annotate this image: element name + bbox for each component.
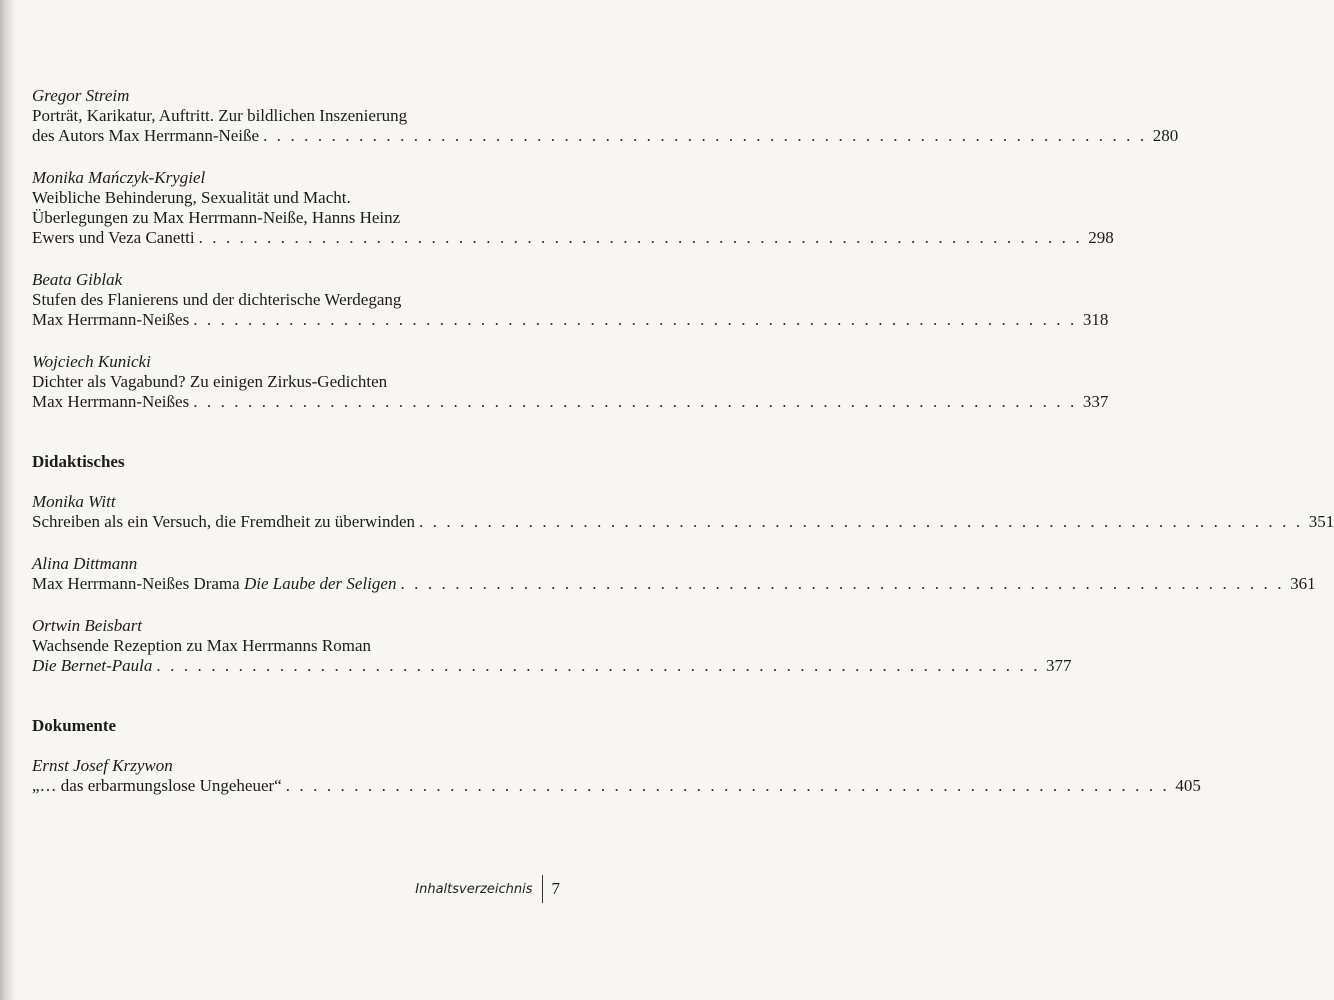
entry-title-text: Ewers und Veza Canetti bbox=[32, 228, 195, 247]
entry-title-line: Weibliche Behinderung, Sexualität und Macht. bbox=[32, 188, 351, 207]
entry-title-line: Stufen des Flanierens und der dichterische Werdegang bbox=[32, 290, 402, 309]
entry-page-number: 361 bbox=[1290, 574, 1316, 593]
entry-author: Monika Mańczyk-Krygiel bbox=[32, 168, 206, 187]
entry-title-text bbox=[32, 574, 396, 594]
entry-author: Wojciech Kunicki bbox=[32, 352, 151, 371]
entry-title-prefix: Max Herrmann-Neißes Drama bbox=[32, 574, 244, 593]
entry-title-italic-work: Die Bernet-Paula bbox=[32, 656, 153, 675]
entry-title-last-line bbox=[32, 776, 1201, 796]
toc-entry-kunicki bbox=[32, 352, 1109, 412]
entry-page-number: 351 bbox=[1308, 512, 1334, 531]
entry-title-last-line bbox=[32, 310, 1109, 330]
entry-title-text: des Autors Max Herrmann-Neiße bbox=[32, 126, 260, 145]
leader-dots: . . . . . . . . . . . . . . . . . . . . . . . . . . . . . . . . . . . . . . . . . . . . . . . . . . . . . . . . . . . . . . . . . bbox=[193, 310, 1077, 329]
entry-author: Ernst Josef Krzywon bbox=[32, 756, 173, 775]
leader-dots: . . . . . . . . . . . . . . . . . . . . . . . . . . . . . . . . . . . . . . . . . . . . . . . . . . . . . . . . . . . . . . . . . bbox=[285, 776, 1170, 795]
toc-entry-witt bbox=[32, 492, 1334, 532]
entry-author: Alina Dittmann bbox=[32, 554, 138, 573]
entry-author: Gregor Streim bbox=[32, 86, 130, 105]
entry-title-line: Dichter als Vagabund? Zu einigen Zirkus-Gedichten bbox=[32, 372, 388, 391]
leader-dots: . . . . . . . . . . . . . . . . . . . . . . . . . . . . . . . . . . . . . . . . . . . . . . . . . . . . . . . . . . . . . . . . . bbox=[419, 512, 1303, 531]
entry-page-number: 318 bbox=[1082, 310, 1109, 329]
entry-title-text: Schreiben als ein Versuch, die Fremdheit zu überwinden bbox=[32, 512, 416, 531]
entry-title-text: „… das erbarmungslose Ungeheuer“ bbox=[32, 776, 282, 795]
toc-entry-giblak bbox=[32, 270, 1109, 330]
toc-entry-manczyk-krygiel bbox=[32, 168, 1114, 248]
section-heading-didaktisches: Didaktisches bbox=[32, 452, 125, 471]
entry-title-last-line bbox=[32, 656, 1072, 676]
entry-author: Monika Witt bbox=[32, 492, 116, 511]
table-of-contents bbox=[32, 86, 1334, 796]
book-spine-shadow bbox=[0, 0, 16, 1000]
entry-author: Beata Giblak bbox=[32, 270, 123, 289]
section-heading-dokumente: Dokumente bbox=[32, 716, 117, 735]
entry-page-number: 337 bbox=[1082, 392, 1109, 411]
entry-title-text: Max Herrmann-Neißes bbox=[32, 392, 190, 411]
entry-author: Ortwin Beisbart bbox=[32, 616, 143, 635]
leader-dots: . . . . . . . . . . . . . . . . . . . . . . . . . . . . . . . . . . . . . . . . . . . . . . . . . . . . . . . . . . . . . . . . . bbox=[156, 656, 1041, 675]
entry-page-number: 405 bbox=[1175, 776, 1201, 795]
entry-title-last-line bbox=[32, 512, 1334, 532]
entry-title-line: Porträt, Karikatur, Auftritt. Zur bildlichen Inszenierung bbox=[32, 106, 408, 125]
entry-title-last-line bbox=[32, 574, 1316, 594]
footer-running-title: Inhaltsverzeichnis bbox=[415, 881, 533, 897]
leader-dots: . . . . . . . . . . . . . . . . . . . . . . . . . . . . . . . . . . . . . . . . . . . . . . . . . . . . . . . . . . . . . . . . . bbox=[263, 126, 1147, 145]
entry-title-line: Wachsende Rezeption zu Max Herrmanns Roman bbox=[32, 636, 371, 655]
leader-dots: . . . . . . . . . . . . . . . . . . . . . . . . . . . . . . . . . . . . . . . . . . . . . . . . . . . . . . . . . . . . . . . . . bbox=[198, 228, 1083, 247]
leader-dots: . . . . . . . . . . . . . . . . . . . . . . . . . . . . . . . . . . . . . . . . . . . . . . . . . . . . . . . . . . . . . . . . . bbox=[400, 574, 1285, 593]
toc-entry-dittmann bbox=[32, 554, 1316, 594]
entry-title-italic-work: Die Laube der Seligen bbox=[243, 574, 397, 593]
footer-page-number: 7 bbox=[551, 879, 560, 898]
entry-page-number: 377 bbox=[1046, 656, 1072, 675]
entry-title-last-line bbox=[32, 392, 1109, 412]
entry-page-number: 280 bbox=[1152, 126, 1179, 145]
entry-page-number: 298 bbox=[1088, 228, 1114, 247]
toc-entry-streim bbox=[32, 86, 1179, 146]
entry-title-last-line bbox=[32, 126, 1179, 146]
entry-title-last-line bbox=[32, 228, 1114, 248]
page-footer bbox=[415, 875, 560, 903]
toc-entry-krzywon bbox=[32, 756, 1201, 796]
leader-dots: . . . . . . . . . . . . . . . . . . . . . . . . . . . . . . . . . . . . . . . . . . . . . . . . . . . . . . . . . . . . . . . . . bbox=[193, 392, 1077, 411]
entry-title-text: Max Herrmann-Neißes bbox=[32, 310, 190, 329]
entry-title-line: Überlegungen zu Max Herrmann-Neiße, Hanns Heinz bbox=[32, 208, 401, 227]
toc-entry-beisbart bbox=[32, 616, 1072, 676]
